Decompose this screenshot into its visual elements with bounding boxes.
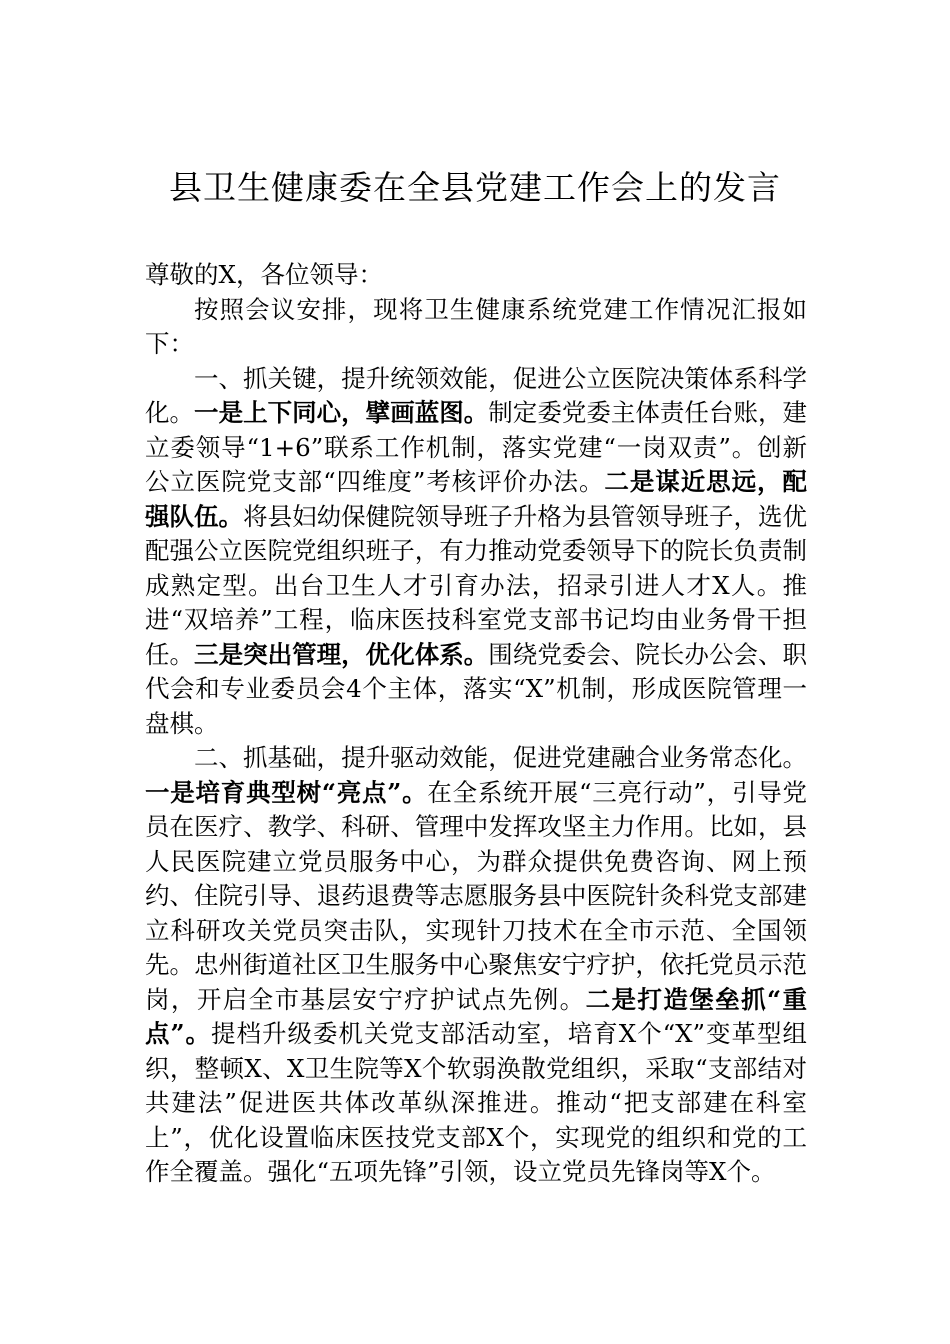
section-1-point-3-label: 三是突出管理，优化体系。 [194, 639, 489, 669]
section-2-point-1-text: 在全系统开展“三亮行动”，引导党员在医疗、教学、科研、管理中发挥攻坚主力作用。比如，县人民医院建立党员服务中心，为群众提供免费咨询、网上预约、住院引导、退药退费等志愿服务县中医院针灸科党支部建立科研攻关党员突击队，实现针刀技术在全市示范、全国领先。忠州街道社区卫生服务中心聚焦安宁疗护，依托党员示范岗，开启全市基层安宁疗护试点先例。 [145, 777, 807, 1014]
section-1-paragraph [145, 362, 807, 742]
salutation: 尊敬的X，各位领导： [145, 260, 383, 289]
intro-paragraph: 按照会议安排，现将卫生健康系统党建工作情况汇报如下： [145, 294, 807, 358]
section-2-paragraph [145, 741, 807, 1190]
section-1-heading: 一、抓关键，提升统领效能，促进公立医院决策体系科学化。 [145, 363, 807, 427]
section-2-heading: 二、抓基础，提升驱动效能，促进党建融合业务常态化。 [194, 743, 807, 772]
section-1-point-1-label: 一是上下同心，擘画蓝图。 [194, 398, 489, 427]
section-1-point-1-text: 制定委党委主体责任台账，建立委领导“1+6”联系工作机制，落实党建“一岗双责”。创新公立医院党支部“四维度”考核评价办法。 [145, 398, 808, 496]
section-1-point-2-text: 将县妇幼保健院领导班子升格为县管领导班子，选优配强公立医院党组织班子，有力推动党委领导下的院长负责制成熟定型。出台卫生人才引育办法，招录引进人才X人。推进“双培养”工程，临床医技科室党支部书记均由业务骨干担任。 [145, 501, 807, 669]
section-1-point-3-text: 围绕党委会、院长办公会、职代会和专业委员会4个主体，落实“X”机制，形成医院管理一盘棋。 [145, 639, 808, 738]
section-2-point-2-label: 二是打造堡垒抓“重点”。 [145, 984, 807, 1048]
section-2-point-2-text: 提档升级委机关党支部活动室，培育X个“X”变革型组织，整顿X、X卫生院等X个软弱涣散党组织，采取“支部结对共建法”促进医共体改革纵深推进。推动“把支部建在科室上”，优化设置临床医技党支部X个，实现党的组织和党的工作全覆盖。强化“五项先锋”引领，设立党员先锋岗等X个。 [145, 1019, 807, 1186]
document-body [145, 258, 807, 1190]
document-title: 县卫生健康委在全县党建工作会上的发言 [169, 168, 781, 207]
section-1-point-2-label: 二是谋近思远，配强队伍。 [145, 467, 808, 531]
section-2-point-1-label: 一是培育典型树“亮点”。 [145, 777, 428, 807]
